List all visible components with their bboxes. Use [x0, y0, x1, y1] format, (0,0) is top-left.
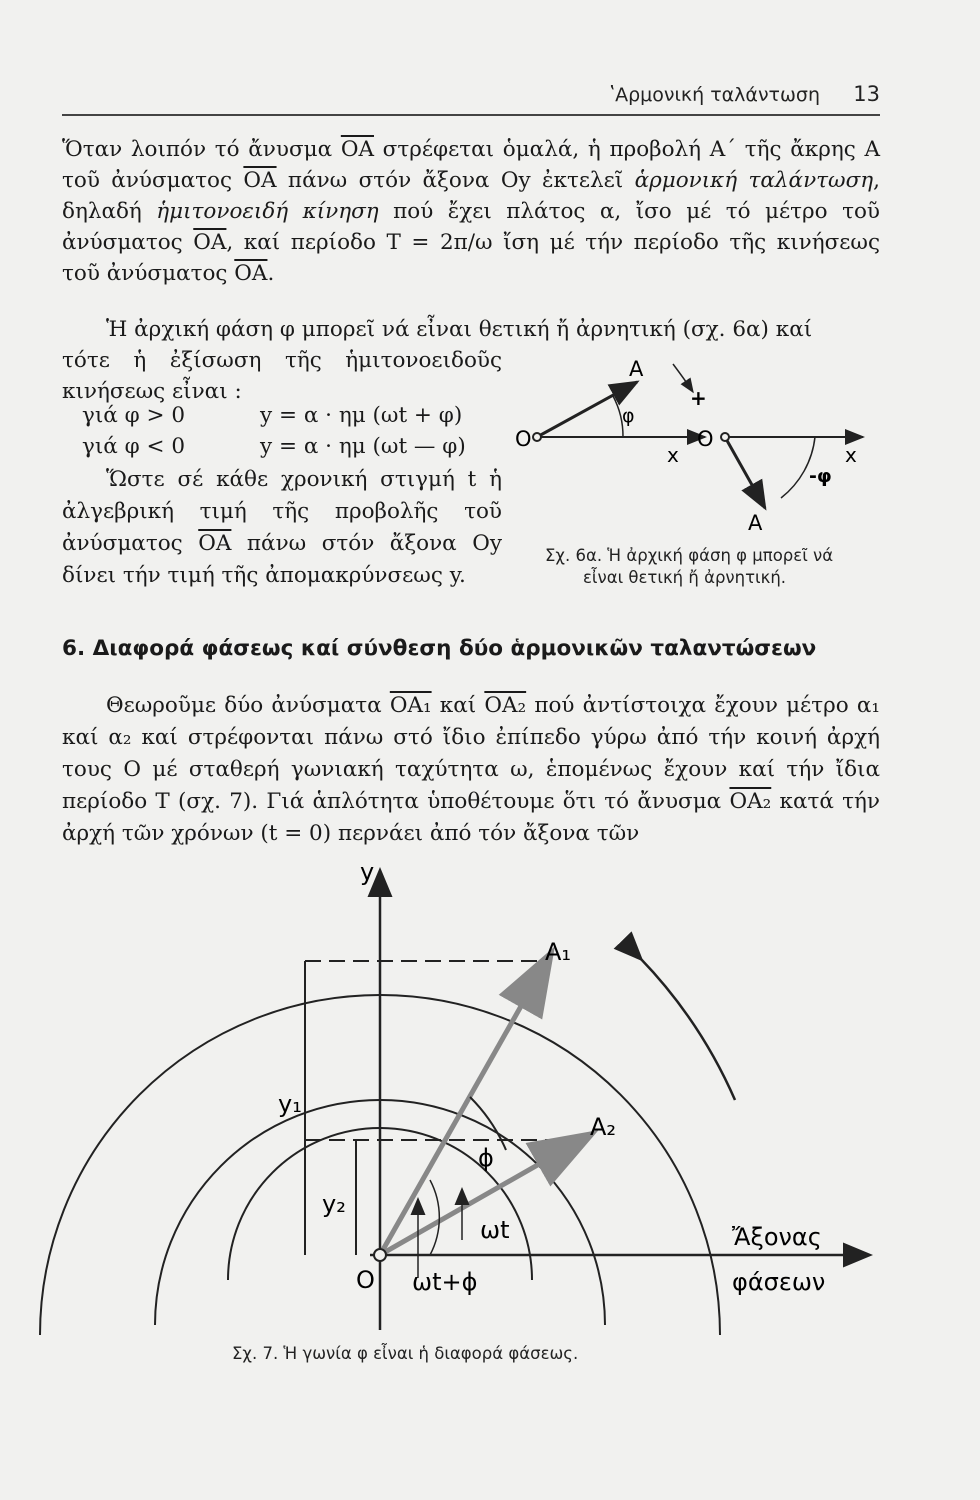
vector-oa1: ΟΑ₁	[389, 693, 432, 718]
origin	[374, 1249, 386, 1261]
term-harmonic-oscillation: ἁρμονική ταλάντωση	[634, 168, 874, 193]
label-phi: ϕ	[478, 1144, 494, 1172]
label-a-right: A	[748, 511, 763, 535]
figure-6a	[515, 360, 885, 540]
origin-left	[533, 433, 541, 441]
equation-positive-phase	[82, 401, 462, 431]
label-o-left: O	[515, 427, 532, 451]
rotation-arrow	[640, 958, 735, 1100]
label-y2: y₂	[322, 1190, 346, 1218]
vector-oa: $\overline{OA}$	[198, 531, 232, 556]
label-o: O	[356, 1266, 375, 1294]
equation-condition: γιά φ < 0	[82, 434, 186, 459]
equation-formula: y = α · ημ (ωt + φ)	[260, 403, 463, 428]
vector-oa: $\overline{OA}$	[234, 261, 268, 286]
label-neg-phi: -φ	[809, 465, 832, 487]
paragraph-harmonic-oscillation: Ὅταν λοιπόν τό ἄνυσμα $\overline{OA}$ στρέφεται ὁμαλά, ἡ προβολή Α΄ τῆς ἄκρης Α τοῦ ἀνύσματος $\overline{OA}$ πάνω στόν ἄξονα Oy ἐκτελεῖ ἁρμονική ταλάντωση, δηλαδή ἡμιτονοειδή κίνηση πού ἔχει πλάτος α, ἴσο μέ τό μέτρο τοῦ ἀνύσματος $\overline{OA}$, καί περίοδο Τ = 2π/ω ἴση μέ τήν περίοδο τῆς κινήσεως τοῦ ἀνύσματος $\overline{OA}$.	[62, 137, 880, 286]
equation-formula: y = α · ημ (ωt — φ)	[260, 434, 466, 459]
label-phase-axis-line2: φάσεων	[732, 1268, 826, 1296]
paragraph-initial-phase-rest: τότε ἡ ἐξίσωση τῆς ἡμιτονοειδοῦς κινήσεως εἶναι :	[62, 348, 502, 404]
vector-oa: $\overline{OA}$	[193, 230, 227, 255]
section-title: 6. Διαφορά φάσεως καί σύνθεση δύο ἁρμονικῶν ταλαντώσεων	[62, 636, 817, 661]
label-x-left: x	[667, 443, 679, 467]
equation-negative-phase	[82, 432, 466, 462]
vector-oa: $\overline{OA}$	[340, 137, 374, 162]
figure-6a-caption: Σχ. 6α. Ἡ ἀρχική φάση φ μπορεῖ νά εἶναι θετική ἤ ἀρνητική.	[545, 546, 834, 587]
running-title: ʽΑρμονική ταλάντωση	[609, 84, 820, 106]
paragraph-two-vectors: Θεωροῦμε δύο ἀνύσματα ΟΑ₁ καί ΟΑ₂ πού ἀντίστοιχα ἔχουν μέτρο α₁ καί α₂ καί στρέφονται πάνω στό ἴδιο ἐπίπεδο γύρω ἀπό τήν κοινή ἀρχή τους Ο μέ σταθερή γωνιακή ταχύτητα ω, ἑπομένως ἔχουν καί τήν ἴδια περίοδο Τ (σχ. 7). Γιά ἁπλότητα ὑποθέτουμε ὅτι τό ἄνυσμα ΟΑ₂ κατά τήν ἀρχή τῶν χρόνων (t = 0) περνάει ἀπό τόν ἄξονα τῶν	[62, 693, 880, 846]
label-y1: y₁	[278, 1090, 302, 1118]
label-a1: A₁	[545, 938, 572, 966]
label-wt: ωt	[480, 1216, 510, 1244]
label-wt-phi: ωt+ϕ	[412, 1268, 478, 1296]
label-phase-axis-line1: Ἄξονας	[732, 1223, 822, 1251]
equation-condition: γιά φ > 0	[82, 403, 186, 428]
origin-right	[721, 433, 729, 441]
label-x-right: x	[845, 443, 857, 467]
label-plus: +	[690, 386, 707, 410]
label-phi-left: φ	[622, 405, 635, 427]
label-a2: A₂	[590, 1113, 617, 1141]
vector-oa2: ΟΑ₂	[729, 789, 772, 814]
wt-arc	[430, 1180, 439, 1255]
vector-oa2: ΟΑ₂	[484, 693, 527, 718]
label-a-left: A	[629, 360, 644, 381]
vector-oa: $\overline{OA}$	[243, 168, 277, 193]
page-header	[62, 84, 880, 116]
label-y-axis: y	[360, 858, 375, 886]
paragraph-initial-phase-line1: Ἡ ἀρχική φάση φ μπορεῖ νά εἶναι θετική ἤ ἀρνητική (σχ. 6α) καί	[106, 317, 813, 342]
vector-oa1	[380, 955, 550, 1255]
label-o-right: O	[697, 427, 714, 451]
paragraph-algebraic-value: Ὥστε σέ κάθε χρονική στιγμή t ἡ ἀλγεβρική τιμή τῆς προβολῆς τοῦ ἀνύσματος $\overline{OA}$ πάνω στόν ἄξονα Oy δίνει τήν τιμή τῆς ἀπομακρύνσεως y.	[62, 467, 502, 588]
page-number: 13	[853, 82, 880, 106]
phi-arc	[470, 1097, 506, 1150]
figure-7	[0, 850, 980, 1340]
vector-oa-right	[725, 437, 765, 508]
term-sinusoidal-motion: ἡμιτονοειδή κίνηση	[156, 199, 379, 224]
figure-7-caption: Σχ. 7. Ἡ γωνία φ εἶναι ἡ διαφορά φάσεως.	[232, 1344, 579, 1363]
